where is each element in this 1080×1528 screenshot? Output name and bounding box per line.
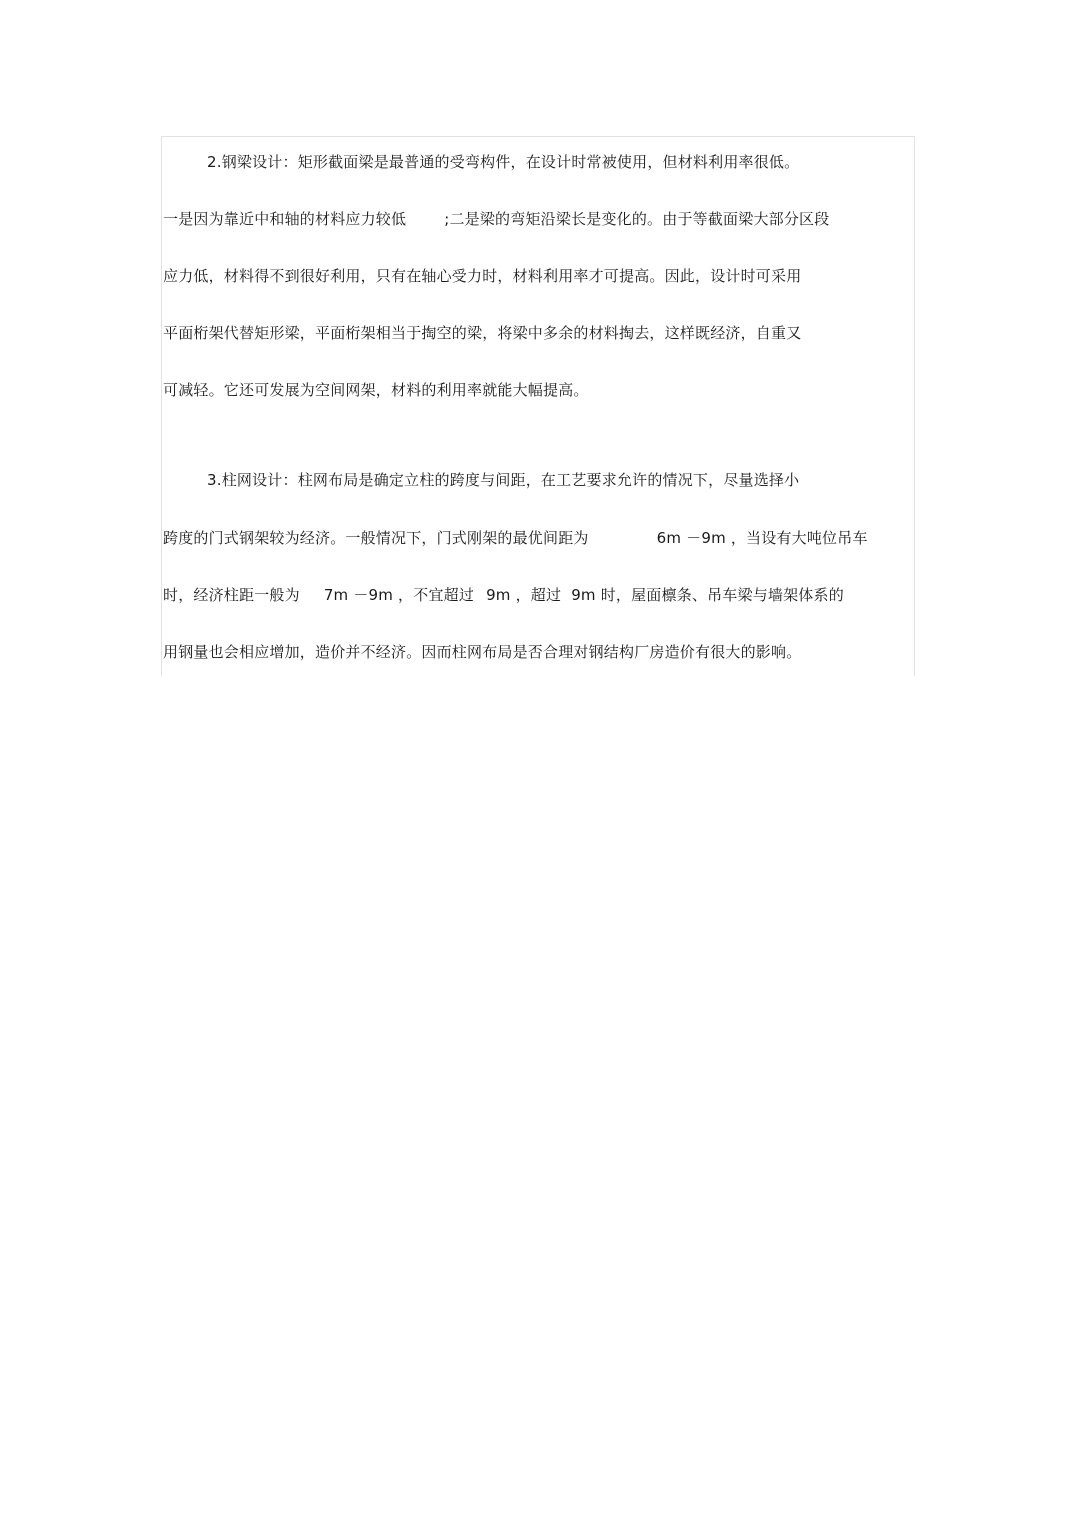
- section3-line3d-text: 9m 时，屋面檩条、吊车梁与墙架体系的: [571, 586, 844, 604]
- section2-line5-text: 可减轻。它还可发展为空间网架，材料的利用率就能大幅提高。: [163, 381, 589, 399]
- section3-line1-text: 3.柱网设计：柱网布局是确定立柱的跨度与间距，在工艺要求允许的情况下，尽量选择小: [207, 471, 800, 489]
- section2-line3-text: 应力低，材料得不到很好利用，只有在轴心受力时，材料利用率才可提高。因此，设计时可采用: [163, 267, 802, 285]
- section2-line2: [163, 209, 829, 229]
- section2-line4-text: 平面桁架代替矩形梁，平面桁架相当于掏空的梁，将梁中多余的材料掏去，这样既经济，自重又: [163, 324, 802, 342]
- section2-line5: [163, 380, 589, 400]
- section3-line3: [163, 585, 844, 605]
- section2-line2b-text: ;二是梁的弯矩沿梁长是变化的。由于等截面梁大部分区段: [444, 210, 830, 228]
- section2-line1-text: 2.钢梁设计：矩形截面梁是最普通的受弯构件，在设计时常被使用，但材料利用率很低。: [207, 153, 800, 171]
- section3-line2b-text: 6m －9m ，当设有大吨位吊车: [656, 529, 868, 547]
- section2-line1: [207, 152, 799, 172]
- section3-line2a-text: 跨度的门式钢架较为经济。一般情况下，门式刚架的最优间距为: [163, 529, 589, 547]
- section3-line3c-text: 9m ，超过: [486, 586, 562, 604]
- section2-line3: [163, 266, 801, 286]
- section3-line4-text: 用钢量也会相应增加，造价并不经济。因而柱网布局是否合理对钢结构厂房造价有很大的影响。: [163, 643, 802, 661]
- section3-line4: [163, 642, 801, 662]
- section3-line3a-text: 时，经济柱距一般为: [163, 586, 300, 604]
- section2-line4: [163, 323, 801, 343]
- section3-line1: [207, 470, 799, 490]
- section2-line2a-text: 一是因为靠近中和轴的材料应力较低: [163, 210, 407, 228]
- section3-line2: [163, 528, 868, 548]
- section3-line3b-text: 7m －9m ，不宜超过: [323, 586, 475, 604]
